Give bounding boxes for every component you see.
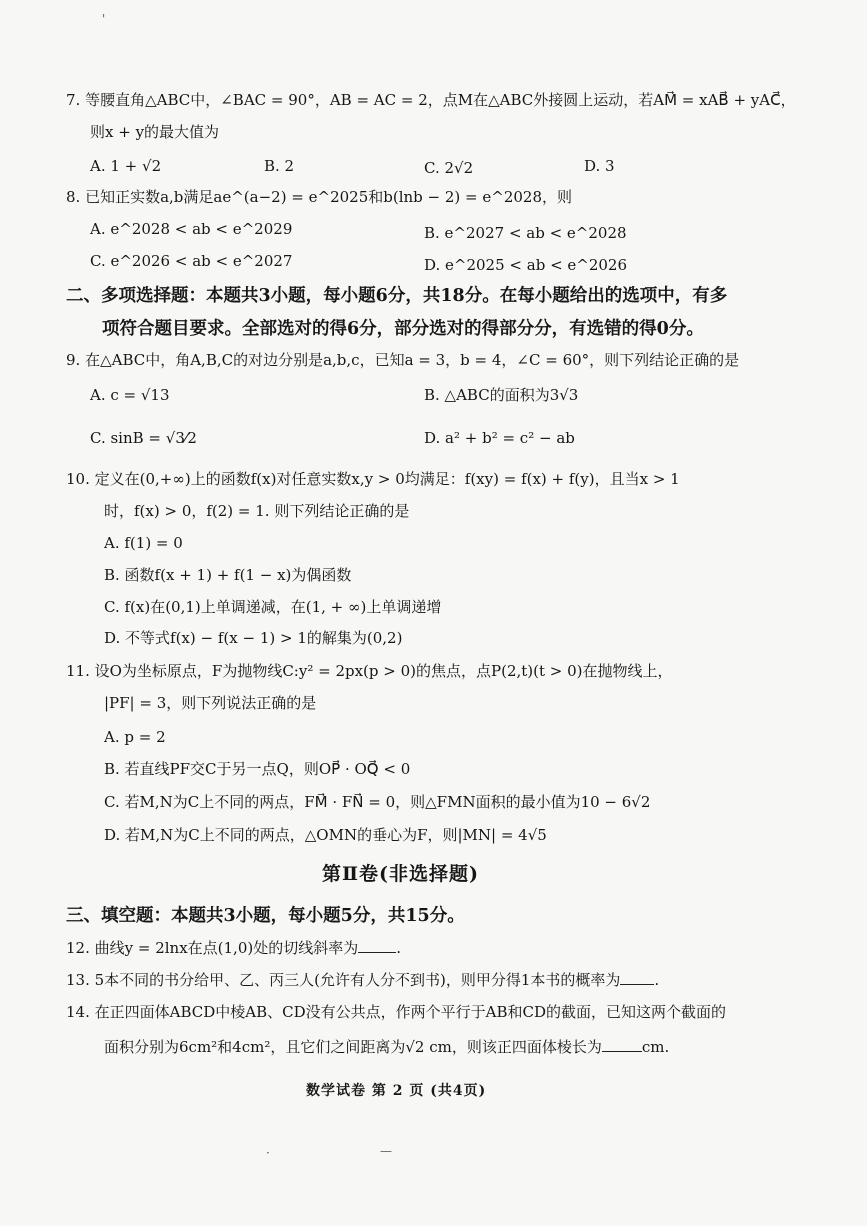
q9-option-c: C. sinB = √3⁄2 bbox=[90, 429, 197, 447]
q12-answer-blank bbox=[358, 938, 396, 953]
corner-mark: ' bbox=[102, 12, 106, 26]
q10-option-c: C. f(x)在(0,1)上单调递减，在(1, + ∞)上单调递增 bbox=[104, 598, 442, 616]
q7-option-c: C. 2√2 bbox=[424, 159, 474, 177]
q10-stem-2: 时，f(x) > 0，f(2) = 1. 则下列结论正确的是 bbox=[104, 502, 410, 520]
section-2-heading-line2: 项符合题目要求。全部选对的得6分，部分选对的得部分分，有选错的得0分。 bbox=[102, 319, 704, 339]
q9-option-b: B. △ABC的面积为3√3 bbox=[424, 386, 579, 404]
q11-option-d: D. 若M,N为C上不同的两点，△OMN的垂心为F，则|MN| = 4√5 bbox=[104, 826, 547, 844]
page-footer: 数学试卷 第 2 页 (共4页) bbox=[306, 1083, 487, 1099]
q11-option-b: B. 若直线PF交C于另一点Q，则OP⃗ · OQ⃗ < 0 bbox=[104, 760, 411, 778]
q12-end: . bbox=[396, 939, 402, 957]
q7-option-d: D. 3 bbox=[584, 157, 615, 175]
section-2-heading-line1: 二、多项选择题：本题共3小题，每小题6分，共18分。在每小题给出的选项中，有多 bbox=[66, 286, 728, 306]
volume-2-title: 第Ⅱ卷(非选择题) bbox=[322, 863, 479, 885]
q14-end: cm. bbox=[641, 1038, 670, 1056]
q8-option-c: C. e^2026 < ab < e^2027 bbox=[90, 252, 293, 270]
q10-option-b: B. 函数f(x + 1) + f(1 − x)为偶函数 bbox=[104, 566, 352, 584]
bottom-mark-1: · bbox=[266, 1146, 270, 1160]
q11-stem-2: |PF| = 3，则下列说法正确的是 bbox=[104, 694, 317, 712]
bottom-mark-2: — bbox=[380, 1144, 392, 1158]
q10-option-a: A. f(1) = 0 bbox=[104, 534, 183, 552]
q9-option-d: D. a² + b² = c² − ab bbox=[424, 429, 575, 447]
q11-option-a: A. p = 2 bbox=[104, 728, 166, 746]
q7-stem: 7. 等腰直角△ABC中，∠BAC = 90°，AB = AC = 2，点M在△ABC外接圆上运动，若AM⃗ = xAB⃗ + yAC⃗， bbox=[66, 91, 796, 109]
q13-stem bbox=[66, 970, 659, 990]
q13-end: . bbox=[654, 971, 660, 989]
q14-stem-2 bbox=[104, 1037, 669, 1057]
q8-stem: 8. 已知正实数a,b满足ae^(a−2) = e^2025和b(lnb − 2) = e^2028，则 bbox=[66, 188, 573, 206]
q14-text: 面积分别为6cm²和4cm²，且它们之间距离为√2 cm，则该正四面体棱长为 bbox=[104, 1038, 602, 1056]
q9-stem: 9. 在△ABC中，角A,B,C的对边分别是a,b,c，已知a = 3，b = 4，∠C = 60°，则下列结论正确的是 bbox=[66, 351, 740, 369]
q9-option-a: A. c = √13 bbox=[90, 386, 170, 404]
section-3-heading: 三、填空题：本题共3小题，每小题5分，共15分。 bbox=[66, 906, 465, 926]
q14-stem: 14. 在正四面体ABCD中棱AB、CD没有公共点，作两个平行于AB和CD的截面，已知这两个截面的 bbox=[66, 1003, 726, 1021]
q8-option-d: D. e^2025 < ab < e^2026 bbox=[424, 256, 628, 274]
q12-stem bbox=[66, 938, 401, 958]
q12-text: 12. 曲线y = 2lnx在点(1,0)处的切线斜率为 bbox=[66, 939, 359, 957]
q13-answer-blank bbox=[620, 970, 654, 985]
q13-text: 13. 5本不同的书分给甲、乙、丙三人(允许有人分不到书)，则甲分得1本书的概率为 bbox=[66, 971, 621, 989]
q8-option-b: B. e^2027 < ab < e^2028 bbox=[424, 224, 627, 242]
q11-option-c: C. 若M,N为C上不同的两点，FM⃗ · FN⃗ = 0，则△FMN面积的最小值为10 − 6√2 bbox=[104, 793, 651, 811]
q10-option-d: D. 不等式f(x) − f(x − 1) > 1的解集为(0,2) bbox=[104, 629, 403, 647]
q11-stem: 11. 设O为坐标原点，F为抛物线C:y² = 2px(p > 0)的焦点，点P(2,t)(t > 0)在抛物线上， bbox=[66, 662, 673, 680]
q7-option-b: B. 2 bbox=[264, 157, 295, 175]
q7-option-a: A. 1 + √2 bbox=[90, 157, 162, 175]
q14-answer-blank bbox=[602, 1037, 642, 1052]
q7-stem-2: 则x + y的最大值为 bbox=[90, 123, 220, 141]
q10-stem: 10. 定义在(0,+∞)上的函数f(x)对任意实数x,y > 0均满足：f(xy) = f(x) + f(y)，且当x > 1 bbox=[66, 470, 680, 488]
q8-option-a: A. e^2028 < ab < e^2029 bbox=[90, 220, 293, 238]
